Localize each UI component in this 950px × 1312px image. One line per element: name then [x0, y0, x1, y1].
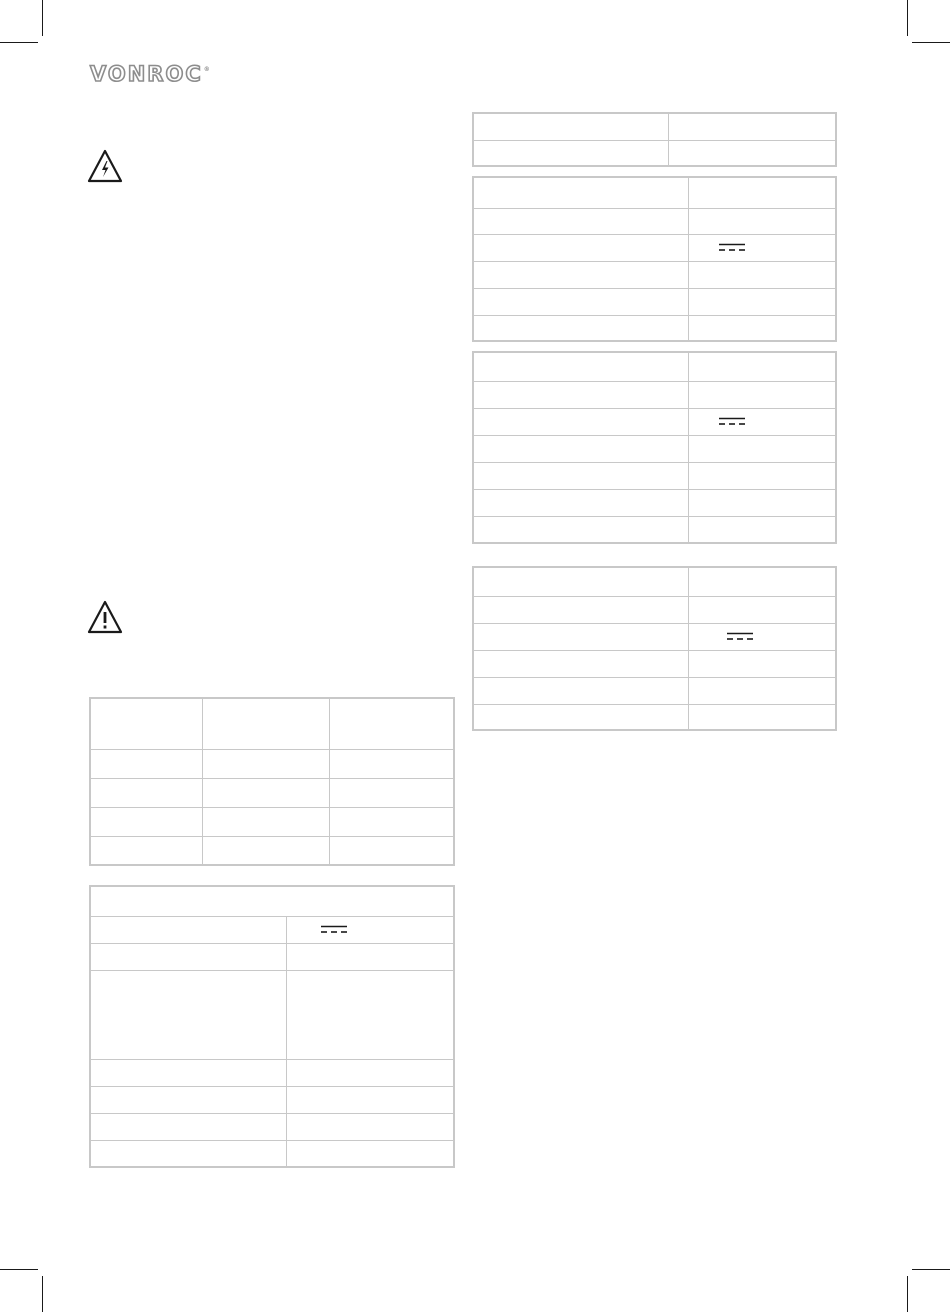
table-cell — [688, 177, 836, 208]
table-cell — [90, 1113, 286, 1140]
table-cell — [688, 623, 836, 650]
table-row — [90, 698, 454, 749]
spec-table-right-1 — [472, 112, 837, 167]
crop-mark-bottom-right-horizontal — [912, 1269, 950, 1270]
direct-current-symbol-icon — [719, 243, 745, 252]
table-cell — [202, 749, 329, 778]
table-row — [473, 140, 836, 166]
table-row — [473, 623, 836, 650]
crop-mark-bottom-left-horizontal — [0, 1269, 38, 1270]
table-row — [473, 596, 836, 623]
table-cell — [286, 1140, 454, 1167]
table-cell — [473, 113, 668, 140]
table-cell — [688, 596, 836, 623]
table-cell — [329, 698, 454, 749]
brand-logo-text: VONROC — [90, 62, 203, 86]
table-cell — [688, 352, 836, 381]
table-cell — [90, 943, 286, 970]
electric-shock-warning-icon — [87, 149, 123, 183]
table-cell — [688, 435, 836, 462]
table-row — [473, 177, 836, 208]
table-cell — [90, 749, 202, 778]
table-cell — [688, 208, 836, 234]
table-row — [473, 435, 836, 462]
table-cell — [688, 650, 836, 677]
spec-table-right-2 — [472, 176, 837, 342]
brand-logo — [90, 62, 211, 86]
table-cell — [688, 462, 836, 489]
spec-table-right-3 — [472, 351, 837, 544]
table-row — [473, 261, 836, 288]
table-cell — [473, 381, 688, 408]
table-cell — [688, 261, 836, 288]
table-cell — [90, 970, 286, 1059]
table-row — [90, 970, 454, 1059]
table-row — [473, 567, 836, 596]
table-cell — [90, 698, 202, 749]
spec-table-left-2 — [89, 885, 455, 1168]
table-row — [473, 288, 836, 315]
table-cell — [473, 234, 688, 261]
direct-current-symbol-icon — [719, 417, 745, 426]
table-row — [473, 352, 836, 381]
general-warning-icon — [87, 600, 123, 634]
table-cell — [473, 435, 688, 462]
table-cell — [286, 970, 454, 1059]
table-row — [473, 704, 836, 730]
table-cell — [90, 1059, 286, 1086]
table-cell — [286, 916, 454, 943]
table-cell — [286, 1086, 454, 1113]
table-row — [90, 1059, 454, 1086]
table-cell — [90, 886, 454, 916]
table-cell — [473, 408, 688, 435]
table-row — [473, 208, 836, 234]
table-cell — [473, 315, 688, 341]
table-cell — [202, 807, 329, 836]
table-cell — [473, 516, 688, 543]
table-row — [90, 1086, 454, 1113]
table-cell — [688, 567, 836, 596]
table-row — [90, 886, 454, 916]
table-row — [473, 650, 836, 677]
crop-mark-top-right-horizontal — [912, 42, 950, 43]
table-row — [90, 807, 454, 836]
table-row — [90, 749, 454, 778]
table-row — [473, 462, 836, 489]
spec-table-right-4 — [472, 566, 837, 731]
table-cell — [473, 596, 688, 623]
table-row — [90, 836, 454, 865]
table-row — [473, 315, 836, 341]
table-cell — [688, 288, 836, 315]
crop-mark-top-right-vertical — [907, 0, 908, 36]
table-cell — [90, 916, 286, 943]
table-cell — [688, 516, 836, 543]
table-cell — [90, 1086, 286, 1113]
registered-mark: ® — [203, 66, 212, 73]
table-cell — [202, 836, 329, 865]
table-cell — [473, 462, 688, 489]
table-row — [473, 516, 836, 543]
crop-mark-top-left-horizontal — [0, 42, 38, 43]
table-cell — [688, 381, 836, 408]
table-row — [473, 381, 836, 408]
table-cell — [286, 1113, 454, 1140]
crop-mark-bottom-right-vertical — [907, 1276, 908, 1312]
table-cell — [202, 778, 329, 807]
table-row — [90, 943, 454, 970]
table-row — [473, 113, 836, 140]
table-cell — [286, 943, 454, 970]
table-cell — [473, 352, 688, 381]
table-cell — [202, 698, 329, 749]
table-row — [90, 1113, 454, 1140]
table-cell — [668, 113, 836, 140]
table-cell — [473, 567, 688, 596]
table-cell — [329, 807, 454, 836]
table-row — [473, 489, 836, 516]
direct-current-symbol-icon — [727, 632, 753, 641]
table-cell — [688, 408, 836, 435]
table-cell — [473, 261, 688, 288]
table-cell — [688, 315, 836, 341]
table-cell — [688, 704, 836, 730]
table-cell — [688, 234, 836, 261]
table-row — [90, 778, 454, 807]
table-cell — [668, 140, 836, 166]
table-cell — [473, 140, 668, 166]
table-cell — [90, 836, 202, 865]
table-cell — [90, 778, 202, 807]
spec-table-left-1 — [89, 697, 455, 866]
table-cell — [329, 749, 454, 778]
table-row — [90, 916, 454, 943]
table-cell — [473, 704, 688, 730]
table-cell — [473, 650, 688, 677]
table-row — [473, 234, 836, 261]
table-row — [473, 677, 836, 704]
table-cell — [473, 677, 688, 704]
table-cell — [329, 778, 454, 807]
table-cell — [473, 489, 688, 516]
direct-current-symbol-icon — [321, 925, 347, 934]
crop-mark-bottom-left-vertical — [42, 1276, 43, 1312]
table-cell — [688, 489, 836, 516]
table-row — [473, 408, 836, 435]
table-cell — [473, 288, 688, 315]
table-cell — [286, 1059, 454, 1086]
table-cell — [90, 807, 202, 836]
table-cell — [473, 208, 688, 234]
table-cell — [688, 677, 836, 704]
table-row — [90, 1140, 454, 1167]
table-cell — [473, 623, 688, 650]
table-cell — [329, 836, 454, 865]
crop-mark-top-left-vertical — [42, 0, 43, 36]
table-cell — [473, 177, 688, 208]
table-cell — [90, 1140, 286, 1167]
